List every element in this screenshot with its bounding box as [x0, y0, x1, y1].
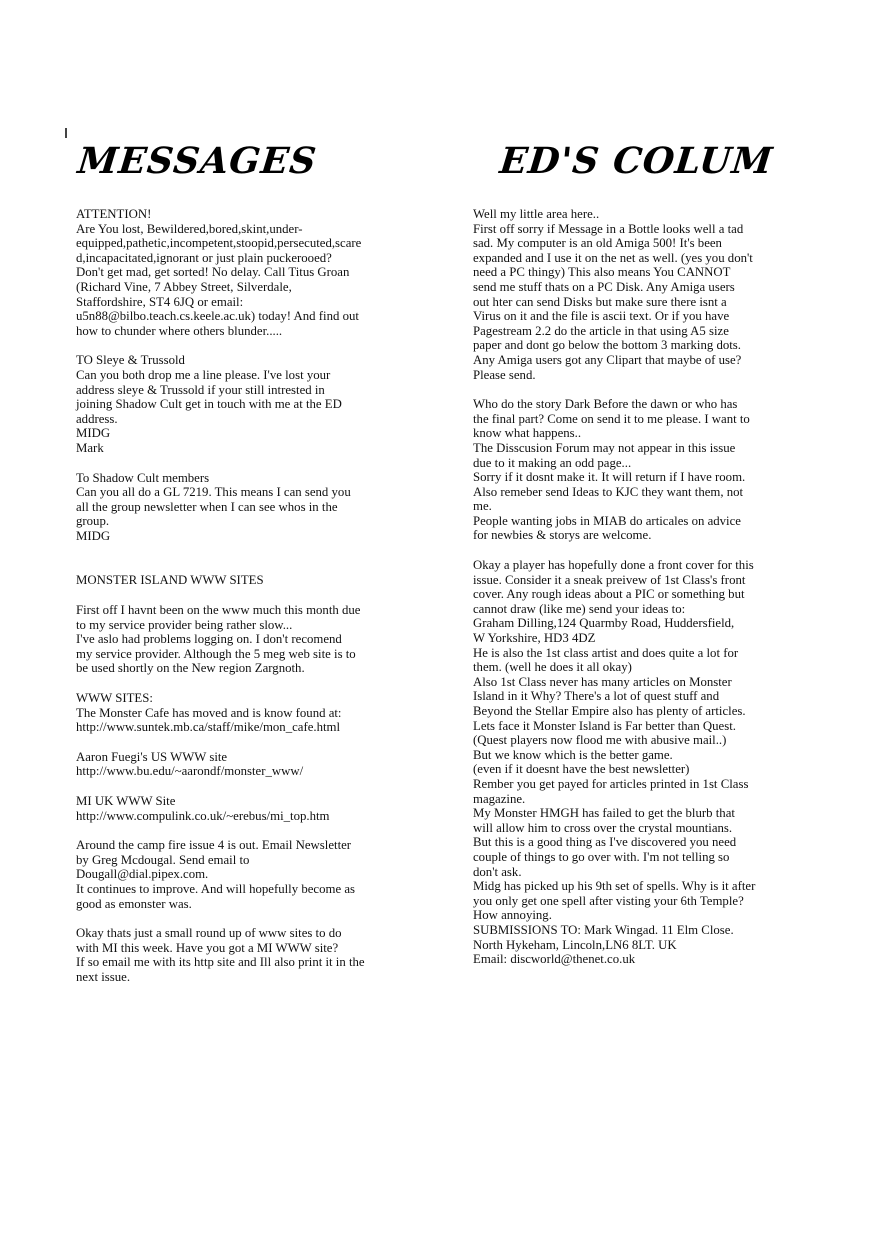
eds-column-text-line: SUBMISSIONS TO: Mark Wingad. 11 Elm Close. [473, 922, 734, 937]
messages-section-heading: To Shadow Cult members [76, 470, 210, 485]
messages-text-line: MIDG [76, 426, 111, 441]
eds-column-text-line: for newbies & storys are welcome. [473, 528, 652, 543]
messages-text-line: be used shortly on the New region Zargnoth. [76, 661, 305, 676]
messages-text-line: Can you both drop me a line please. I've lost your [76, 367, 331, 382]
eds-column-text-line: Rember you get payed for articles printed in 1st Class [473, 776, 749, 791]
messages-text-line: It continues to improve. And will hopefully become as [76, 881, 355, 896]
margin-mark [65, 128, 67, 138]
eds-column-text-line: Graham Dilling,124 Quarmby Road, Huddersfield, [473, 616, 735, 631]
eds-column-section [473, 558, 830, 967]
eds-column-text-line: know what happens.. [473, 426, 582, 441]
messages-section [76, 573, 444, 588]
messages-text-line: equipped,pathetic,incompetent,stoopid,persecuted,scare [76, 236, 362, 251]
eds-column-text-line: Also 1st Class never has many articles on Monster [473, 674, 732, 689]
messages-text-line: all the group newsletter when I can see whos in the [76, 499, 338, 514]
eds-column-text-line: Also remeber send Ideas to KJC they want them, not [473, 484, 744, 499]
messages-section [76, 603, 444, 676]
messages-section-heading: Aaron Fuegi's US WWW site [76, 749, 228, 764]
eds-column-text-line: you only get one spell after visting your 6th Temple? [473, 893, 744, 908]
eds-column-text-line: me. [473, 499, 492, 514]
messages-text-line: MIDG [76, 528, 111, 543]
messages-text-line: u5n88@bilbo.teach.cs.keele.ac.uk) today! And find out [76, 309, 359, 324]
eds-column-text-line: Any Amiga users got any Clipart that maybe of use? [473, 352, 742, 367]
eds-column-text-line: People wanting jobs in MIAB do articales on advice [473, 513, 741, 528]
eds-column-text-line: send me stuff thats on a PC Disk. Any Amiga users [473, 279, 735, 294]
messages-text-line: Around the camp fire issue 4 is out. Email Newsletter [76, 838, 352, 853]
eds-column-text-line: paper and dont go below the bottom 3 marking dots. [473, 338, 741, 353]
messages-text-line: (Richard Vine, 7 Abbey Street, Silverdale, [76, 279, 292, 294]
messages-text-line: The Monster Cafe has moved and is know found at: [76, 705, 342, 720]
eds-column-text-line: out hter can send Disks but make sure there isnt a [473, 294, 727, 309]
eds-column-text-line: Beyond the Stellar Empire also has plenty of articles. [473, 704, 746, 718]
messages-section-heading: MI UK WWW Site [76, 794, 176, 808]
eds-column-title: ED'S COLUM [497, 140, 776, 182]
messages-text-line: http://www.compulink.co.uk/~erebus/mi_top.htm [76, 808, 330, 823]
eds-column-text-line: How annoying. [473, 908, 552, 923]
eds-column-text-line: The Disscusion Forum may not appear in this issue [473, 440, 736, 455]
messages-section-heading: MONSTER ISLAND WWW SITES [76, 573, 264, 588]
eds-column-text-line: But we know which is the better game. [473, 747, 673, 762]
eds-column-text-line: Who do the story Dark Before the dawn or who has [473, 397, 738, 412]
messages-section [76, 838, 444, 911]
eds-column-text-line: W Yorkshire, HD3 4DZ [473, 631, 596, 646]
messages-text-line: good as emonster was. [76, 896, 192, 911]
messages-text-line: Don't get mad, get sorted! No delay. Call Titus Groan [76, 265, 350, 280]
messages-section-heading: ATTENTION! [76, 207, 152, 221]
messages-text-line: Can you all do a GL 7219. This means I can send you [76, 485, 351, 500]
eds-column-text-line: due to it making an odd page... [473, 455, 632, 470]
messages-section [76, 691, 444, 735]
messages-text-line: If so email me with its http site and Ill also print it in the [76, 955, 365, 970]
messages-title: MESSAGES [75, 140, 319, 182]
eds-column-text-line: Well my little area here.. [473, 207, 600, 221]
messages-text-line: how to chunder where others blunder..... [76, 323, 283, 338]
eds-column-text-line: Email: discworld@thenet.co.uk [473, 952, 636, 967]
messages-section [76, 471, 444, 544]
messages-text-line: with MI this week. Have you got a MI WWW site? [76, 940, 339, 955]
eds-column-text-line: the final part? Come on send it to me please. I want to [473, 411, 750, 426]
messages-text-line: Are You lost, Bewildered,bored,skint,under- [76, 221, 303, 236]
eds-column-text-line: Island in it Why? There's a lot of quest stuff and [473, 689, 720, 704]
eds-column-text-line: Sorry if it dosnt make it. It will return if I have room. [473, 470, 746, 485]
eds-column-section [473, 397, 830, 543]
eds-column [473, 207, 830, 982]
messages-section [76, 353, 444, 455]
messages-text-line: Mark [76, 440, 104, 455]
messages-text-line: group. [76, 514, 110, 529]
messages-section [76, 926, 444, 984]
messages-text-line: address. [76, 411, 118, 426]
messages-section [76, 750, 444, 779]
messages-text-line: I've aslo had problems logging on. I don't recomend [76, 632, 342, 647]
eds-column-text-line: will allow him to cross over the crystal mountians. [473, 820, 733, 835]
eds-column-text-line: (Quest players now flood me with abusive mail..) [473, 733, 727, 748]
messages-text-line: Okay thats just a small round up of www sites to do [76, 926, 342, 941]
eds-column-text-line: magazine. [473, 791, 526, 806]
eds-column-text-line: issue. Consider it a sneak preivew of 1st Class's front [473, 572, 746, 587]
messages-text-line: http://www.suntek.mb.ca/staff/mike/mon_cafe.html [76, 720, 341, 735]
messages-text-line: next issue. [76, 969, 131, 984]
eds-column-text-line: expanded and I use it on the net as well. (yes you don't [473, 250, 753, 265]
messages-text-line: by Greg Mcdougal. Send email to [76, 852, 250, 867]
messages-text-line: http://www.bu.edu/~aarondf/monster_www/ [76, 764, 304, 779]
eds-column-text-line: First off sorry if Message in a Bottle looks well a tad [473, 221, 744, 236]
messages-text-line: to my service provider being rather slow... [76, 617, 293, 632]
eds-column-text-line: He is also the 1st class artist and does quite a lot for [473, 645, 739, 660]
eds-column-text-line: Pagestream 2.2 do the article in that using A5 size [473, 323, 729, 338]
messages-column [76, 207, 444, 1000]
eds-column-text-line: (even if it doesnt have the best newsletter) [473, 762, 690, 777]
messages-text-line: address sleye & Trussold if your still intrested in [76, 382, 325, 397]
eds-column-text-line: them. (well he does it all okay) [473, 660, 632, 675]
eds-column-text-line: Please send. [473, 367, 536, 382]
eds-column-text-line: Lets face it Monster Island is Far better than Quest. [473, 718, 736, 733]
messages-section-heading: WWW SITES: [76, 691, 153, 706]
messages-section [76, 794, 444, 823]
messages-text-line: my service provider. Although the 5 meg web site is to [76, 646, 356, 661]
eds-column-text-line: North Hykeham, Lincoln,LN6 8LT. UK [473, 937, 677, 952]
eds-column-text-line: Okay a player has hopefully done a front cover for this [473, 558, 754, 573]
eds-column-text-line: cannot draw (like me) send your ideas to: [473, 601, 686, 616]
eds-column-text-line: Virus on it and the file is ascii text. Or if you have [473, 309, 730, 324]
eds-column-text-line: don't ask. [473, 864, 522, 879]
eds-column-text-line: My Monster HMGH has failed to get the blurb that [473, 806, 735, 821]
messages-text-line: First off I havnt been on the www much this month due [76, 603, 361, 618]
eds-column-text-line: But this is a good thing as I've discovered you need [473, 835, 737, 850]
eds-column-text-line: Midg has picked up his 9th set of spells. Why is it after [473, 879, 756, 894]
eds-column-section [473, 207, 830, 382]
eds-column-text-line: sad. My computer is an old Amiga 500! It's been [473, 236, 722, 251]
messages-text-line: d,incapacitated,ignorant or just plain puckerooed? [76, 250, 332, 265]
eds-column-text-line: need a PC thingy) This also means You CANNOT [473, 265, 731, 280]
messages-text-line: Dougall@dial.pipex.com. [76, 867, 209, 882]
eds-column-text-line: couple of things to go over with. I'm not telling so [473, 849, 730, 864]
messages-text-line: Staffordshire, ST4 6JQ or email: [76, 294, 244, 309]
messages-section [76, 207, 444, 338]
eds-column-text-line: cover. Any rough ideas about a PIC or something but [473, 587, 745, 602]
messages-text-line: joining Shadow Cult get in touch with me at the ED [76, 397, 342, 412]
messages-section-heading: TO Sleye & Trussold [76, 353, 185, 368]
